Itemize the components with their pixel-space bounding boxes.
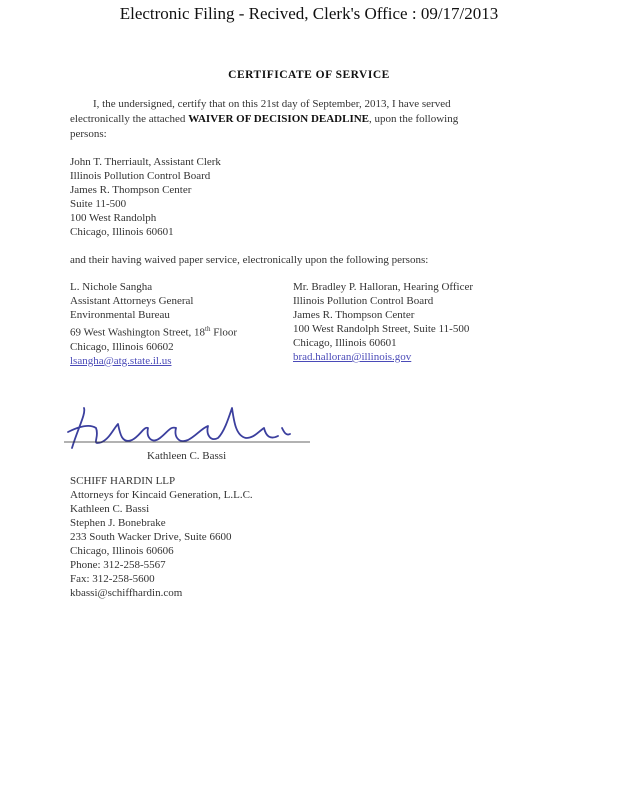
recipient-line: James R. Thompson Center <box>70 184 192 196</box>
signature-printed-name: Kathleen C. Bassi <box>147 450 227 462</box>
intro-text: electronically the attached <box>70 113 189 125</box>
recipient-line: John T. Therriault, Assistant Clerk <box>70 156 221 168</box>
firm-line: Attorneys for Kincaid Generation, L.L.C. <box>70 489 253 501</box>
intro-line-3: persons: <box>70 128 107 140</box>
street-text-end: Floor <box>210 326 238 339</box>
right-party-block <box>293 280 473 364</box>
firm-line: Fax: 312-258-5600 <box>70 573 155 585</box>
recipient-line: Suite 11-500 <box>70 198 127 210</box>
recipient-line: Illinois Pollution Control Board <box>70 170 211 182</box>
firm-block <box>70 474 253 600</box>
recipient-line: 100 West Randolph <box>70 212 157 224</box>
party-bureau: Environmental Bureau <box>70 309 170 321</box>
left-party-block <box>70 280 237 368</box>
intro-text-end: , upon the following <box>369 113 459 125</box>
party-street <box>70 322 237 340</box>
party-email-link[interactable]: brad.halloran@illinois.gov <box>293 351 412 363</box>
party-email-link[interactable]: lsangha@atg.state.il.us <box>70 354 172 367</box>
firm-line: SCHIFF HARDIN LLP <box>70 475 176 487</box>
firm-line: 233 South Wacker Drive, Suite 6600 <box>70 531 232 543</box>
party-city: Chicago, Illinois 60601 <box>293 337 397 349</box>
party-name: Mr. Bradley P. Halloran, Hearing Officer <box>293 281 474 293</box>
party-street: 100 West Randolph Street, Suite 11-500 <box>293 323 470 335</box>
document-title: WAIVER OF DECISION DEADLINE <box>188 113 370 125</box>
recipient-line: Chicago, Illinois 60601 <box>70 226 174 238</box>
firm-line: Stephen J. Bonebrake <box>70 517 166 529</box>
firm-line: Chicago, Illinois 60606 <box>70 545 174 557</box>
ordinal-suffix: th <box>205 325 211 333</box>
party-title: Assistant Attorneys General <box>70 295 194 307</box>
firm-line: Phone: 312-258-5567 <box>70 559 166 571</box>
intro-line-2 <box>70 112 458 127</box>
firm-line: Kathleen C. Bassi <box>70 503 150 515</box>
party-org: Illinois Pollution Control Board <box>293 295 434 307</box>
electronic-filing-header: Electronic Filing - Recived, Clerk's Office : 09/17/2013 <box>119 4 499 23</box>
party-name: L. Nichole Sangha <box>70 281 153 293</box>
intro-line-1: I, the undersigned, certify that on this 21st day of September, 2013, I have served <box>93 98 451 110</box>
recipient-block <box>70 155 221 239</box>
firm-email: kbassi@schiffhardin.com <box>70 587 183 599</box>
waived-service-text: and their having waived paper service, electronically upon the following persons: <box>70 254 429 266</box>
certificate-title: CERTIFICATE OF SERVICE <box>228 69 390 81</box>
street-text: 69 West Washington Street, 18 <box>70 326 206 339</box>
party-city: Chicago, Illinois 60602 <box>70 340 174 353</box>
party-center: James R. Thompson Center <box>293 309 415 321</box>
